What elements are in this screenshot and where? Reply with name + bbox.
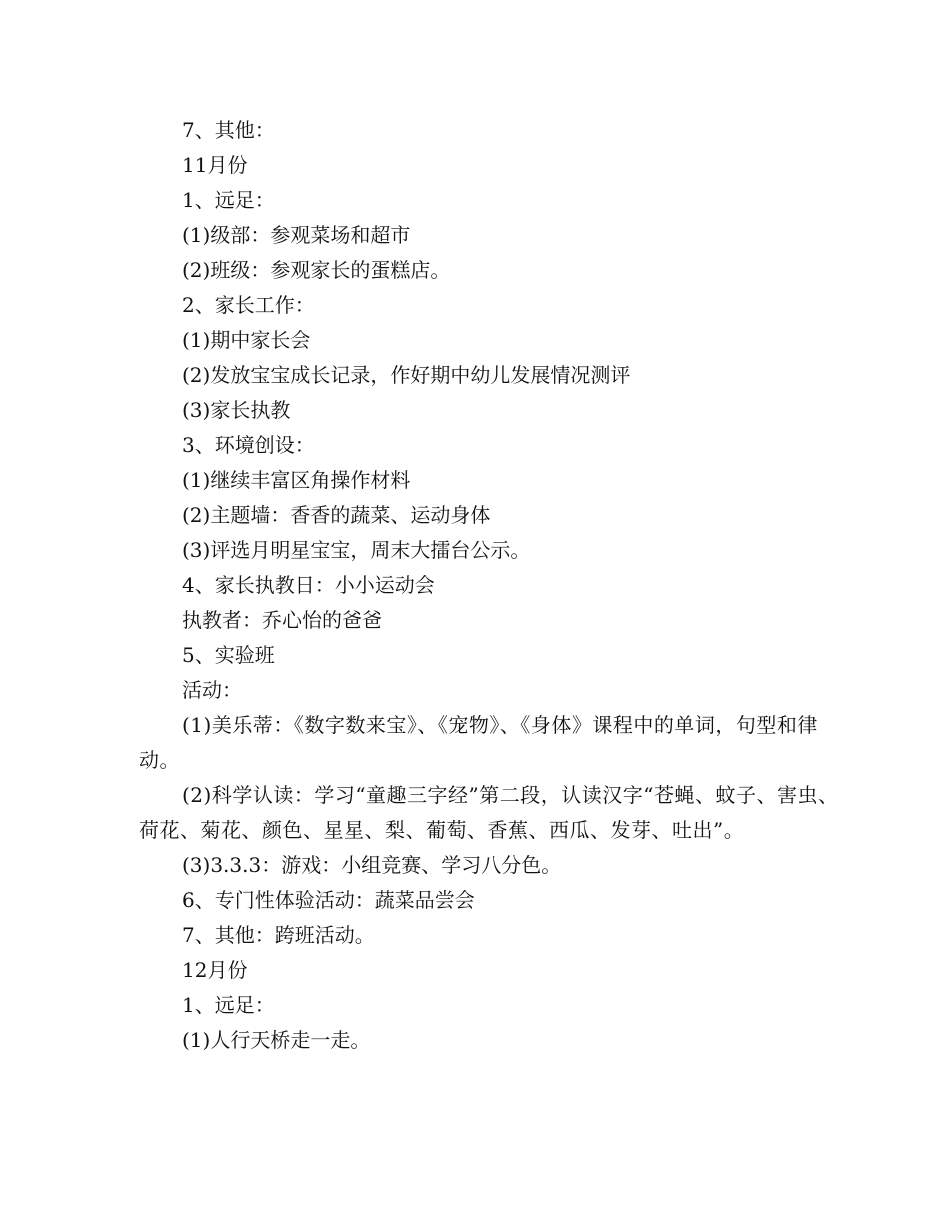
text-line: 4、家长执教日：小小运动会 [182,573,435,597]
text-line: (3)评选月明星宝宝，周末大擂台公示。 [182,538,531,562]
text-line: 活动： [182,678,242,702]
text-line: (2)发放宝宝成长记录，作好期中幼儿发展情况测评 [182,363,631,387]
text-line: (3)家长执教 [182,398,291,422]
text-line: 7、其他：跨班活动。 [182,923,375,947]
text-line: 1、远足： [182,188,275,212]
month-heading: 11月份 [182,153,248,177]
text-line: 执教者：乔心怡的爸爸 [182,608,382,632]
text-line: 6、专门性体验活动：蔬菜品尝会 [182,888,475,912]
text-paragraph: (2)科学认读：学习“童趣三字经”第二段，认读汉字“苍蝇、蚊子、害虫、荷花、菊花、颜色、星星、梨、葡萄、香蕉、西瓜、发芽、吐出”。 [139,783,839,842]
text-line: (2)班级：参观家长的蛋糕店。 [182,258,451,282]
text-line: 5、实验班 [182,643,275,667]
text-line: (3)3.3.3：游戏：小组竞赛、学习八分色。 [182,853,562,877]
text-line: 1、远足： [182,993,275,1017]
text-line: 3、环境创设： [182,433,315,457]
text-line: (1)级部：参观菜场和超市 [182,223,411,247]
text-line: (2)主题墙：香香的蔬菜、运动身体 [182,503,491,527]
text-line: (1)期中家长会 [182,328,311,352]
document-body [139,113,839,1058]
text-line: 2、家长工作： [182,293,315,317]
text-line: (1)人行天桥走一走。 [182,1028,371,1052]
text-paragraph: (1)美乐蒂：《数字数来宝》、《宠物》、《身体》课程中的单词，句型和律动。 [139,713,818,772]
text-line: (1)继续丰富区角操作材料 [182,468,411,492]
month-heading: 12月份 [182,958,248,982]
text-line: 7、其他： [182,118,275,142]
